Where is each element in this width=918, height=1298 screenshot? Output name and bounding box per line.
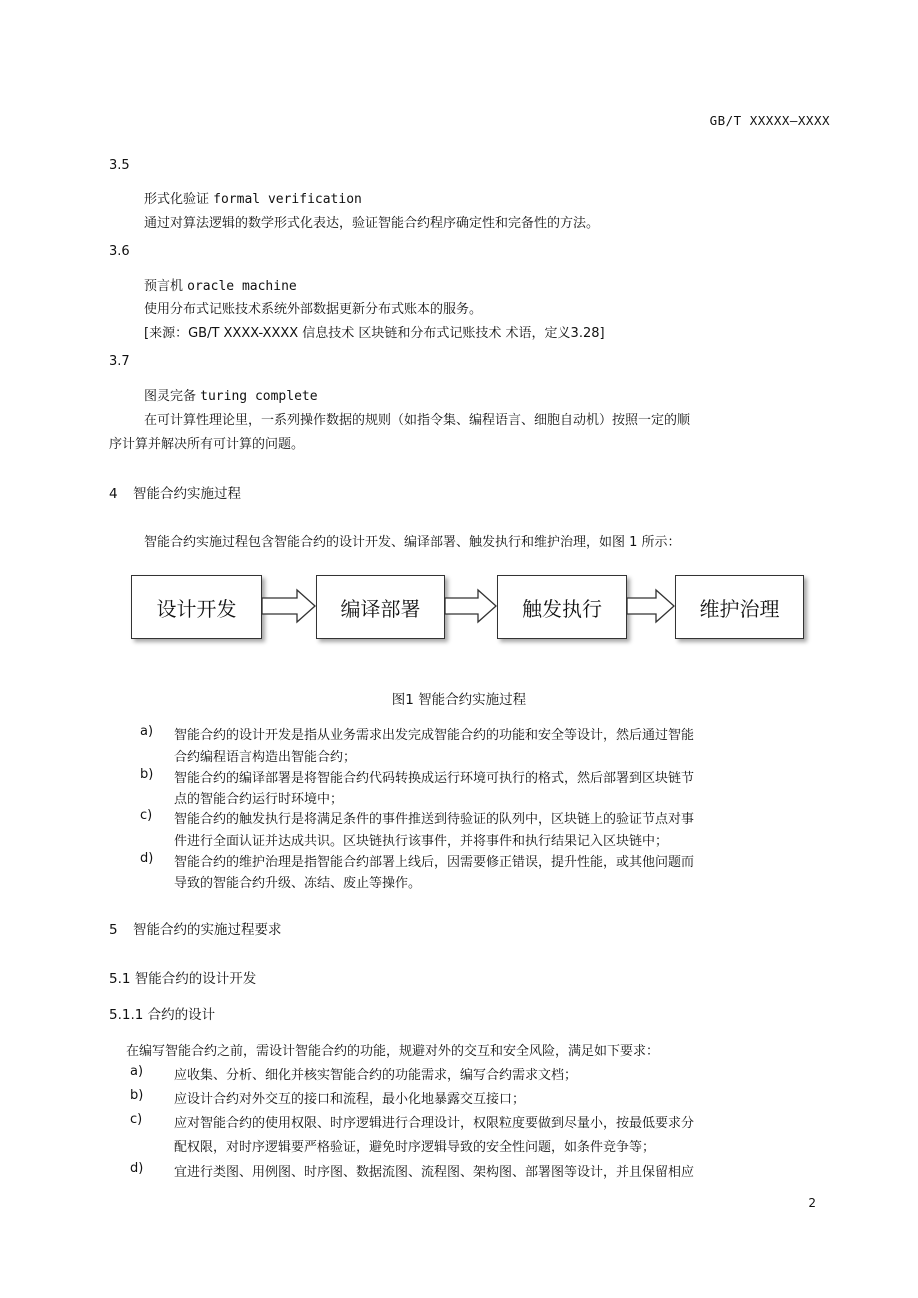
- list-item-text: 合约编程语言构造出智能合约；: [174, 750, 357, 765]
- list-item-text: 应对智能合约的使用权限、时序逻辑进行合理设计，权限粒度要做到尽量小，按最低要求分: [174, 1116, 695, 1131]
- section-title: 智能合约的实施过程要求: [133, 922, 282, 938]
- flow-step-design: 设计开发: [131, 575, 262, 639]
- term-definition: 通过对算法逻辑的数学形式化表达，验证智能合约程序确定性和完备性的方法。: [144, 216, 600, 231]
- flow-arrow-icon: [626, 588, 676, 624]
- term-en: turing complete: [200, 389, 318, 404]
- list-item-label: d): [140, 851, 154, 866]
- list-item-text: 件进行全面认证并达成共识。区块链执行该事件，并将事件和执行结果记入区块链中；: [174, 834, 669, 849]
- subsection-number: 5.1: [109, 971, 131, 987]
- document-code: GB/T XXXXX—XXXX: [709, 113, 830, 128]
- flow-arrow-icon: [444, 588, 498, 624]
- list-item-text: 智能合约的维护治理是指智能合约部署上线后，因需要修正错误，提升性能，或其他问题而: [174, 855, 695, 870]
- subsection-title: 智能合约的设计开发: [134, 971, 257, 987]
- term-definition: 在可计算性理论里，一系列操作数据的规则（如指令集、编程语言、细胞自动机）按照一定的顺: [144, 413, 691, 428]
- subsection-title: 合约的设计: [147, 1007, 216, 1023]
- list-item-label: b): [130, 1088, 144, 1103]
- flow-step-maintain: 维护治理: [675, 575, 804, 639]
- term-number: 3.6: [109, 244, 130, 259]
- list-item-text: 导致的智能合约升级、冻结、废止等操作。: [174, 876, 422, 891]
- list-item-text: 智能合约的触发执行是将满足条件的事件推送到待验证的队列中，区块链上的验证节点对事: [174, 812, 695, 827]
- list-item-text: 点的智能合约运行时环境中；: [174, 792, 344, 807]
- page-number: 2: [808, 1196, 816, 1210]
- list-item-text: 应设计合约对外交互的接口和流程，最小化地暴露交互接口；: [174, 1092, 526, 1107]
- list-item-text: 配权限，对时序逻辑要严格验证，避免时序逻辑导致的安全性问题，如条件竞争等；: [174, 1140, 656, 1155]
- section-heading: [109, 482, 241, 502]
- term-title: [144, 188, 362, 207]
- flow-step-execute: 触发执行: [497, 575, 627, 639]
- list-item-text: 智能合约的编译部署是将智能合约代码转换成运行环境可执行的格式，然后部署到区块链节: [174, 771, 695, 786]
- section-number: 4: [109, 486, 118, 502]
- term-definition: 使用分布式记账技术系统外部数据更新分布式账本的服务。: [144, 302, 483, 317]
- term-definition: 序计算并解决所有可计算的问题。: [109, 437, 305, 452]
- term-number: 3.5: [109, 158, 130, 173]
- list-item-text: 智能合约的设计开发是指从业务需求出发完成智能合约的功能和安全等设计，然后通过智能: [174, 728, 695, 743]
- term-zh: 形式化验证: [144, 192, 210, 207]
- list-item-label: a): [130, 1064, 144, 1079]
- list-item-label: b): [140, 767, 154, 782]
- subsection-heading: [109, 1003, 215, 1023]
- section-intro: 在编写智能合约之前，需设计智能合约的功能，规避对外的交互和安全风险，满足如下要求：: [126, 1044, 660, 1059]
- term-title: [144, 275, 297, 294]
- term-number: 3.7: [109, 354, 130, 369]
- term-source: [来源：GB/T XXXX-XXXX 信息技术 区块链和分布式记账技术 术语，定义3.28]: [144, 326, 605, 341]
- subsection-heading: [109, 967, 256, 987]
- section-heading: [109, 918, 282, 938]
- list-item-label: c): [140, 808, 153, 823]
- list-item-text: 应收集、分析、细化并核实智能合约的功能需求，编写合约需求文档；: [174, 1068, 578, 1083]
- flow-step-deploy: 编译部署: [316, 575, 445, 639]
- section-title: 智能合约实施过程: [133, 486, 241, 502]
- term-en: oracle machine: [187, 279, 297, 294]
- list-item-label: d): [130, 1161, 144, 1176]
- term-zh: 预言机: [144, 279, 184, 294]
- section-intro: 智能合约实施过程包含智能合约的设计开发、编译部署、触发执行和维护治理，如图 1 所示：: [144, 535, 681, 550]
- term-title: [144, 385, 318, 404]
- list-item-label: a): [140, 724, 154, 739]
- section-number: 5: [109, 922, 118, 938]
- list-item-text: 宜进行类图、用例图、时序图、数据流图、流程图、架构图、部署图等设计，并且保留相应: [174, 1165, 695, 1180]
- subsection-number: 5.1.1: [109, 1007, 144, 1023]
- term-en: formal verification: [213, 192, 362, 207]
- list-item-label: c): [130, 1112, 143, 1127]
- term-zh: 图灵完备: [144, 389, 197, 404]
- flow-arrow-icon: [261, 588, 317, 624]
- figure-caption: 图1 智能合约实施过程: [391, 692, 527, 708]
